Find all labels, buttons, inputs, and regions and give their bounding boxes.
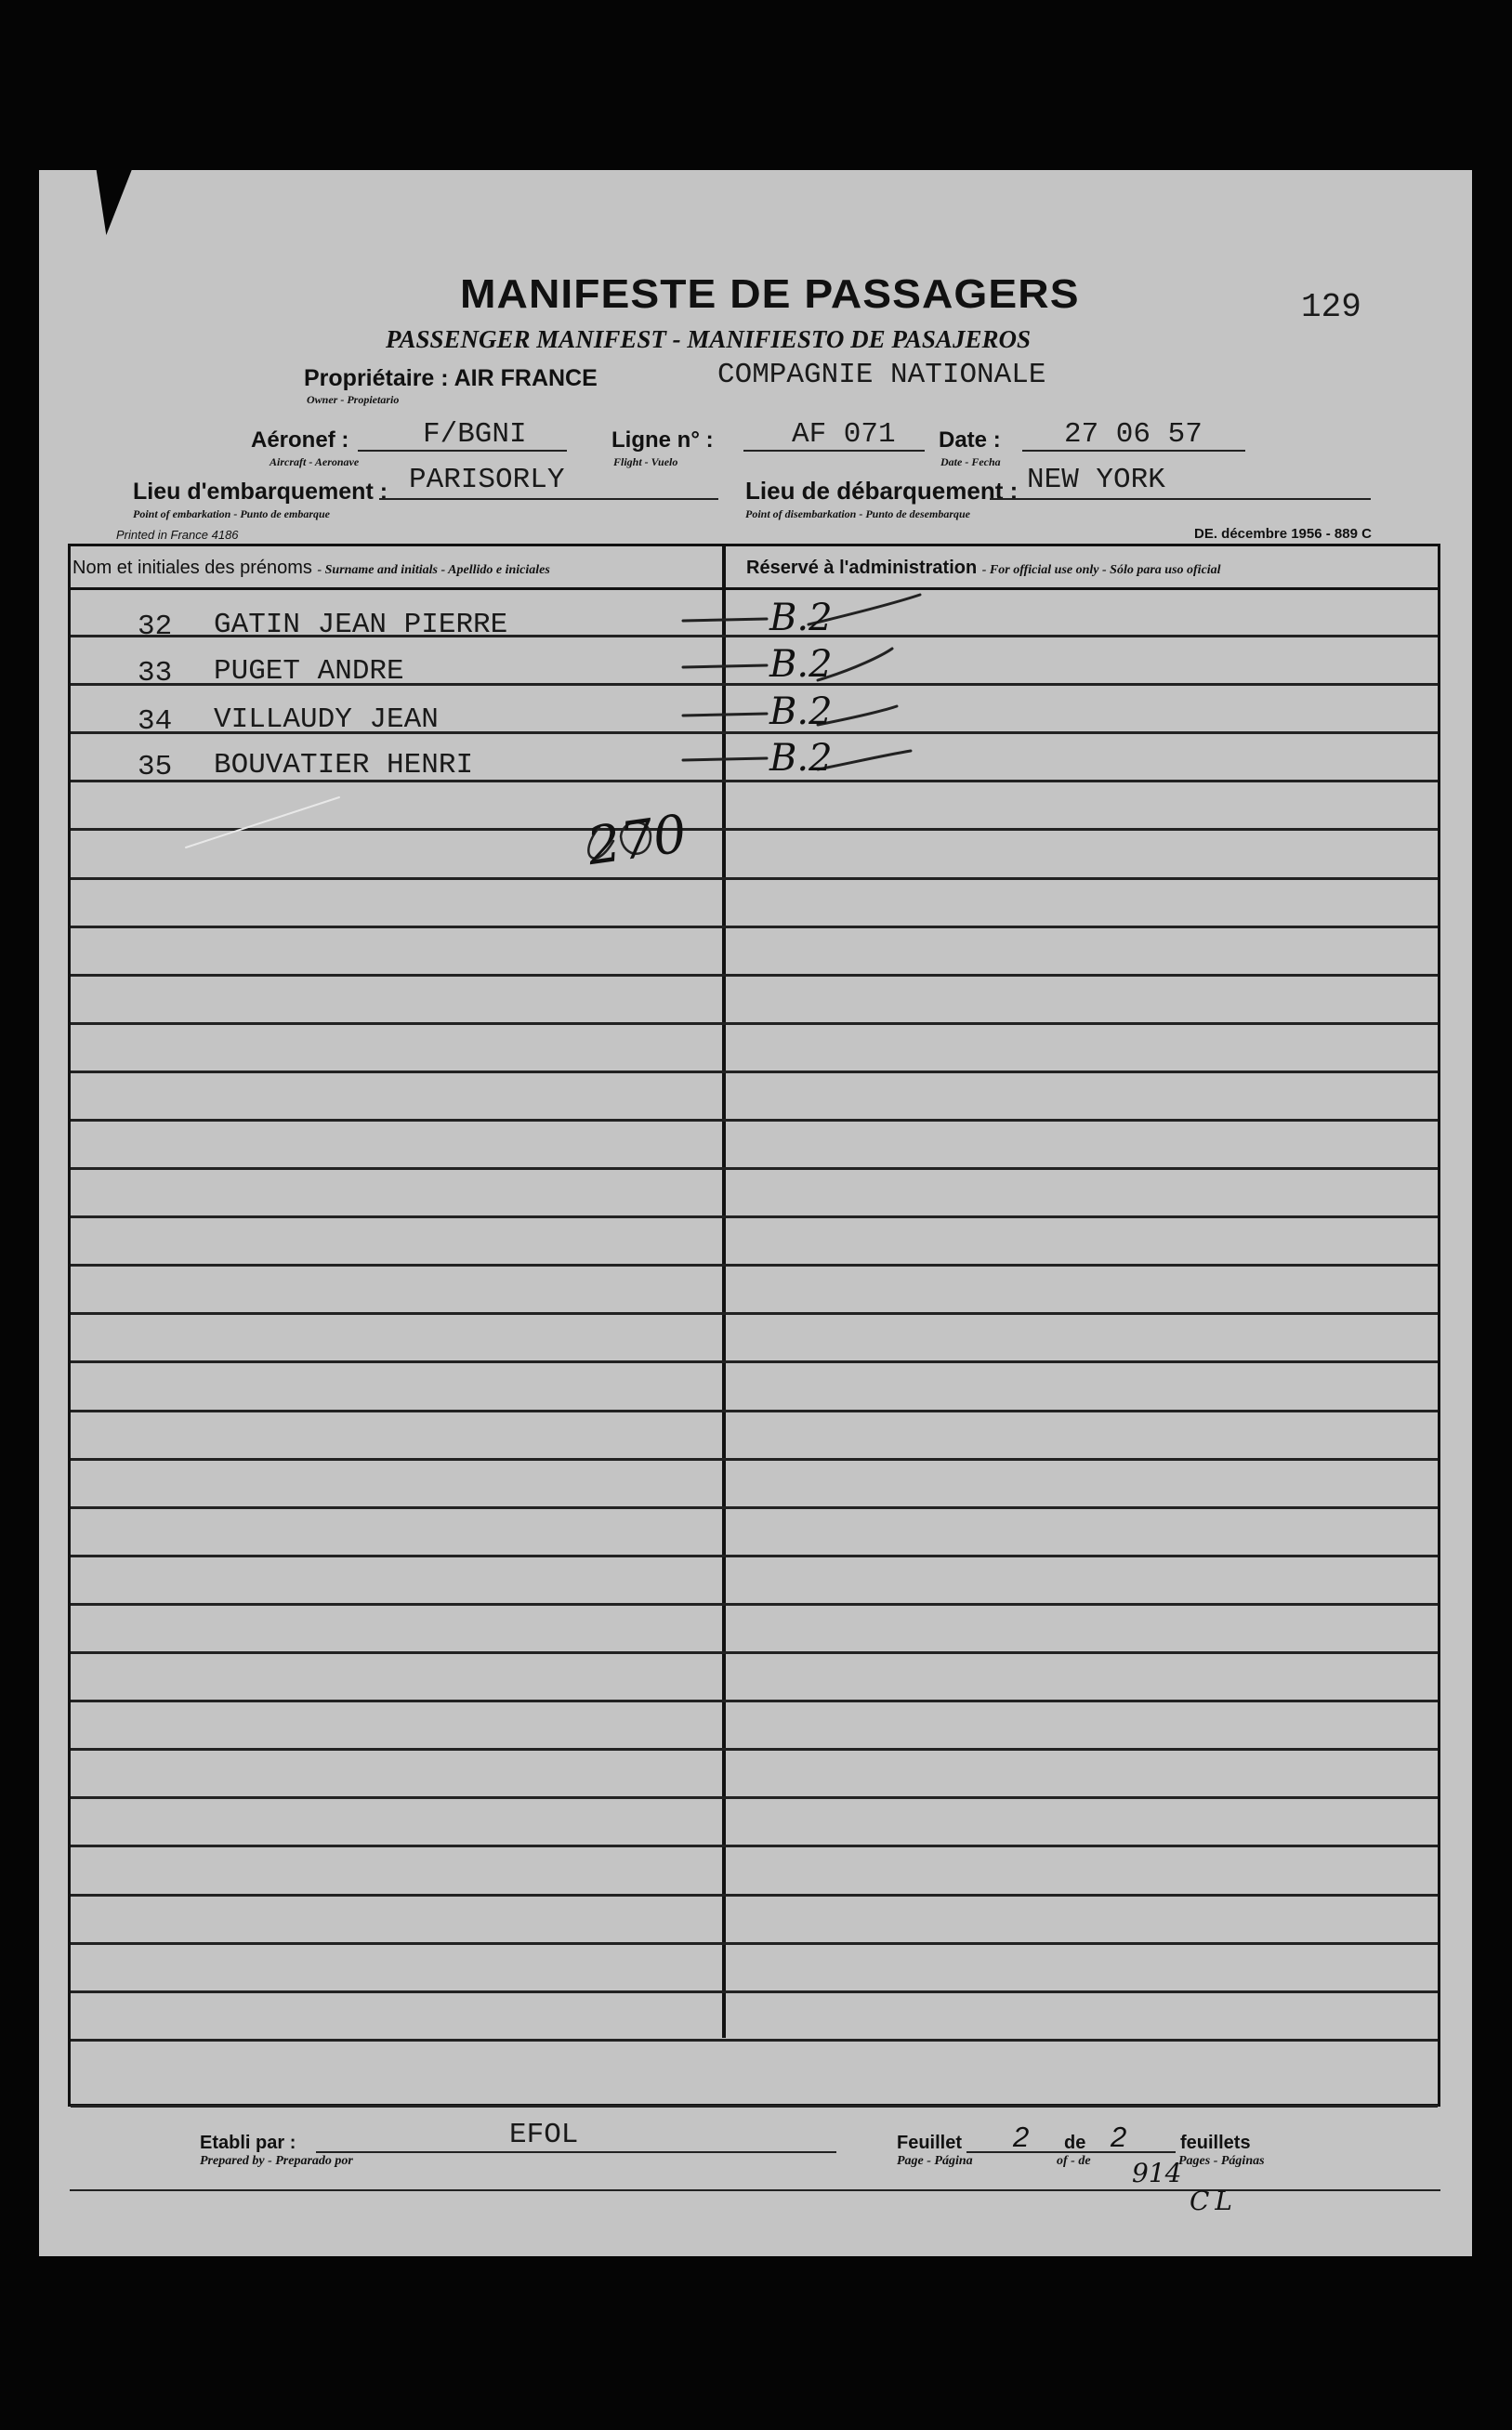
- col-right-header-sub: - For official use only - Sólo para uso oficial: [981, 563, 1221, 577]
- handwritten-code: 914: [1132, 2158, 1182, 2188]
- prepared-sub: Prepared by - Preparado por: [200, 2154, 353, 2168]
- passenger-name: GATIN JEAN PIERRE: [214, 609, 508, 641]
- sheet-value: 2: [1013, 2121, 1030, 2153]
- mark-dash: [683, 714, 767, 716]
- col-left-header-title: Nom et initiales des prénoms: [72, 558, 312, 578]
- embark-value: PARISORLY: [409, 464, 565, 496]
- embark-sub: Point of embarkation - Punto de embarque: [133, 507, 331, 520]
- official-mark: B.2: [769, 690, 833, 733]
- owner-label: Propriétaire : AIR FRANCE: [304, 365, 598, 391]
- date-value: 27 06 57: [1064, 418, 1203, 451]
- passenger-number: 32: [138, 611, 173, 643]
- prepared-underline: [316, 2151, 836, 2153]
- sheet-sub: Page - Página: [897, 2154, 973, 2168]
- passenger-name: BOUVATIER HENRI: [214, 749, 474, 782]
- sheet-underline: [966, 2151, 1176, 2153]
- passenger-number: 33: [138, 657, 173, 690]
- date-label: Date :: [939, 427, 1001, 453]
- disembark-label: Lieu de débarquement :: [745, 477, 1019, 505]
- sheets-sub: Pages - Páginas: [1178, 2154, 1265, 2168]
- printed-note: Printed in France 4186: [116, 528, 239, 542]
- embark-label: Lieu d'embarquement :: [133, 479, 388, 505]
- disembark-sub: Point of disembarkation - Punto de desembarque: [745, 507, 971, 520]
- owner-value: COMPAGNIE NATIONALE: [717, 359, 1046, 391]
- owner-sub: Owner - Propietario: [307, 393, 400, 406]
- aircraft-label: Aéronef :: [251, 427, 349, 453]
- page-number: 129: [1301, 288, 1361, 326]
- col-left-header-sub: - Surname and initials - Apellido e iniciales: [317, 563, 550, 577]
- official-mark: B.2: [769, 643, 833, 686]
- passenger-name: PUGET ANDRE: [214, 655, 404, 688]
- sheet-label: Feuillet: [897, 2133, 963, 2153]
- passenger-name: VILLAUDY JEAN: [214, 703, 439, 736]
- prepared-value: EFOL: [509, 2119, 579, 2151]
- official-mark: B.2: [769, 737, 833, 780]
- flight-value: AF 071: [792, 418, 896, 451]
- handwritten-initials: CL: [1190, 2186, 1239, 2216]
- prepared-label: Etabli par :: [200, 2133, 296, 2153]
- flight-sub: Flight - Vuelo: [613, 455, 678, 468]
- col-right-header-title: Réservé à l'administration: [746, 558, 978, 578]
- disembark-value: NEW YORK: [1027, 464, 1165, 496]
- handwritten-total: 270: [583, 803, 690, 878]
- page-subtitle: PASSENGER MANIFEST - MANIFIESTO DE PASAJEROS: [386, 325, 1031, 353]
- mark-dash: [683, 665, 767, 667]
- of-label: de: [1064, 2133, 1086, 2153]
- sheets-label: feuillets: [1180, 2133, 1251, 2153]
- passenger-number: 35: [138, 751, 173, 783]
- date-sub: Date - Fecha: [940, 455, 1001, 468]
- form-reference: DE. décembre 1956 - 889 C: [1194, 526, 1372, 542]
- official-mark: B.2: [769, 597, 833, 639]
- flight-label: Ligne n° :: [611, 427, 714, 453]
- aircraft-sub: Aircraft - Aeronave: [270, 455, 360, 468]
- aircraft-value: F/BGNI: [423, 418, 527, 451]
- pencil-stroke: [186, 797, 339, 847]
- mark-dash: [683, 619, 767, 621]
- of-sub: of - de: [1057, 2154, 1091, 2168]
- passenger-number: 34: [138, 705, 173, 738]
- of-value: 2: [1111, 2121, 1127, 2153]
- page-title: MANIFESTE DE PASSAGERS: [460, 271, 1080, 317]
- mark-dash: [683, 758, 767, 760]
